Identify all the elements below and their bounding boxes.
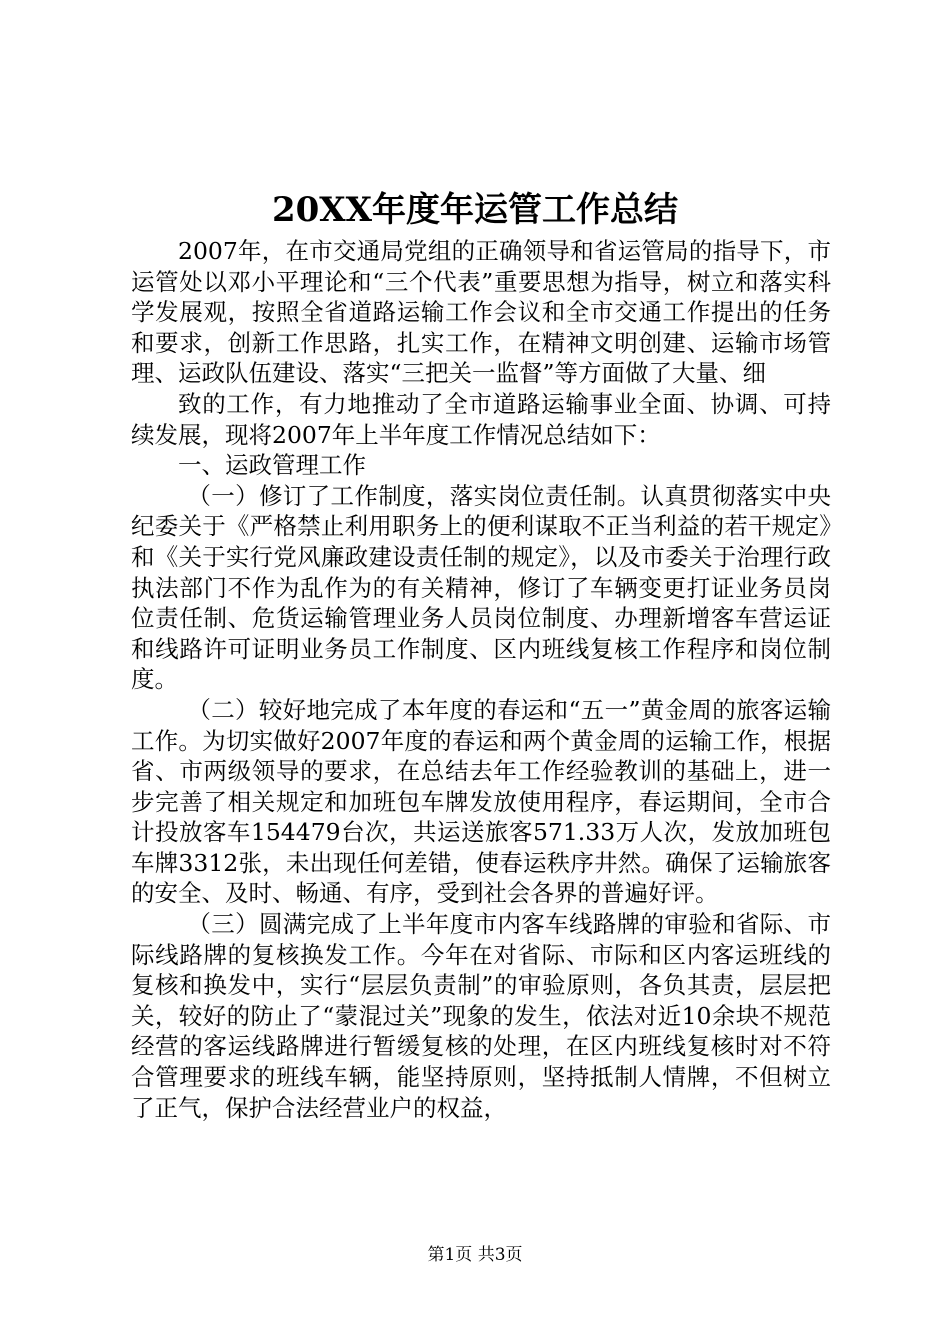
paragraph-item-3: （三）圆满完成了上半年度市内客车线路牌的审验和省际、市际线路牌的复核换发工作。今年在对省际、市际和区内客运班线的复核和换发中，实行“层层负责制”的审验原则，各负其责，层层把关，较好的防止了“蒙混过关”现象的发生，依法对近10余块不规范经营的客运线路牌进行暂缓复核的处理，在区内班线复核时对不符合管理要求的班线车辆，能坚持原则，坚持抵制人情牌，不但树立了正气，保护合法经营业户的权益， xyxy=(131,910,831,1122)
paragraph-item-2: （二）较好地完成了本年度的春运和“五一”黄金周的旅客运输工作。为切实做好2007年度的春运和两个黄金周的运输工作，根据省、市两级领导的要求，在总结去年工作经验教训的基础上，进一步完善了相关规定和加班包车牌发放使用程序，春运期间，全市合计投放客车154479台次，共运送旅客571.33万人次，发放加班包车牌3312张，未出现任何差错，使春运秩序井然。确保了运输旅客的安全、及时、畅通、有序，受到社会各界的普遍好评。 xyxy=(131,695,831,908)
document-title: 20XX年度年运管工作总结 xyxy=(271,190,679,230)
page-number-footer: 第1页 共3页 xyxy=(427,1245,523,1265)
document-body xyxy=(131,236,831,1123)
paragraph-item-1: （一）修订了工作制度，落实岗位责任制。认真贯彻落实中央纪委关于《严格禁止利用职务上的便利谋取不正当利益的若干规定》和《关于实行党风廉政建设责任制的规定》，以及市委关于治理行政执法部门不作为乱作为的有关精神，修订了车辆变更打证业务员岗位责任制、危货运输管理业务人员岗位制度、办理新增客车营运证和线路许可证明业务员工作制度、区内班线复核工作程序和岗位制度。 xyxy=(131,481,831,694)
paragraph-intro-continued: 致的工作，有力地推动了全市道路运输事业全面、协调、可持续发展，现将2007年上半年度工作情况总结如下： xyxy=(131,389,831,449)
paragraph-intro: 2007年，在市交通局党组的正确领导和省运管局的指导下，市运管处以邓小平理论和“三个代表”重要思想为指导，树立和落实科学发展观，按照全省道路运输工作会议和全市交通工作提出的任务和要求，创新工作思路，扎实工作，在精神文明创建、运输市场管理、运政队伍建设、落实“三把关一监督”等方面做了大量、细 xyxy=(131,237,831,388)
section-heading-1: 一、运政管理工作 xyxy=(178,451,366,480)
